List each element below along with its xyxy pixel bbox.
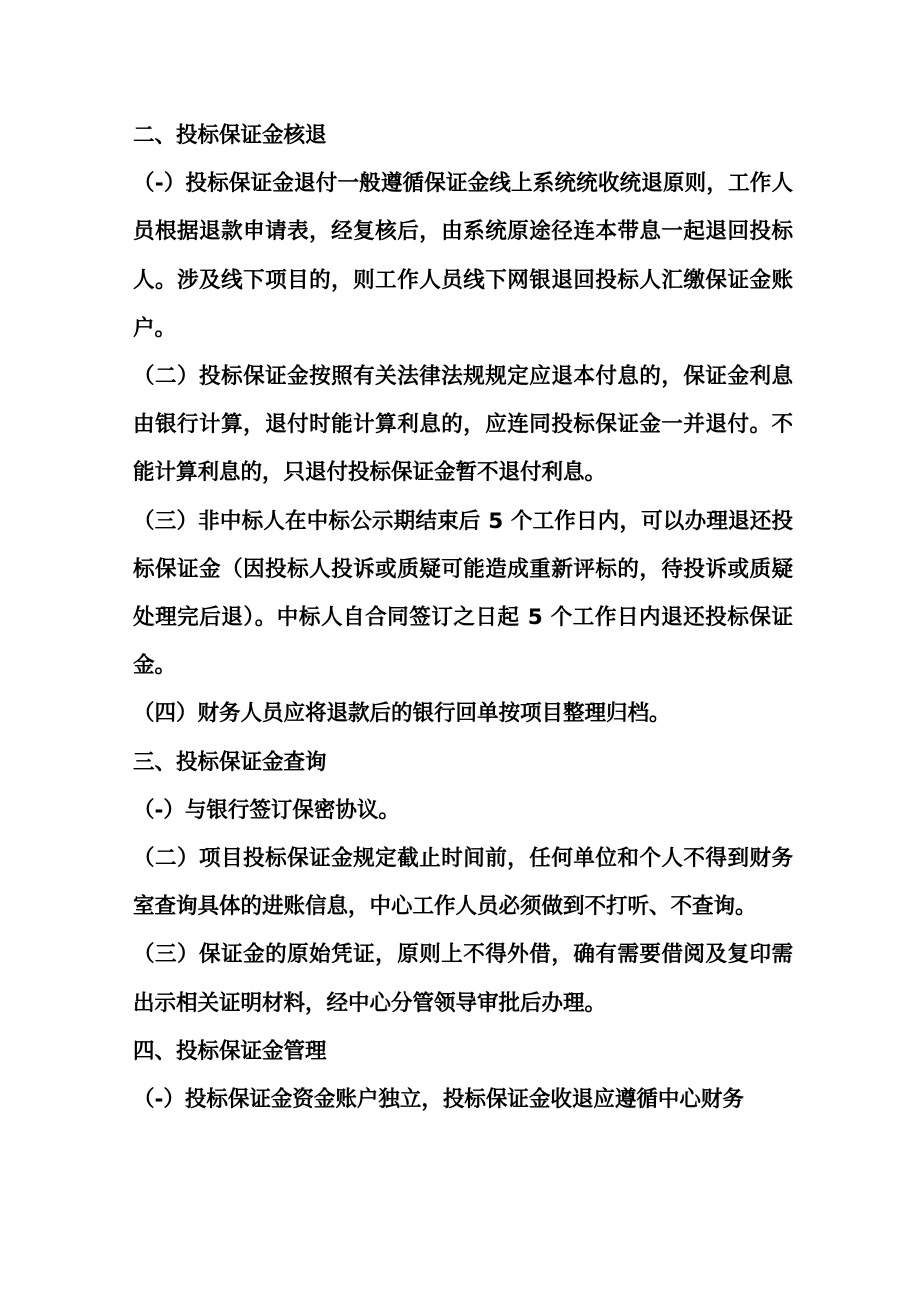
paragraph-query-1: （-）与银行签订保密协议。: [133, 797, 400, 823]
paragraph-management-1: （-）投标保证金资金账户独立，投标保证金收退应遵循中心财务: [133, 1087, 744, 1113]
paragraph-refund-4: （四）财务人员应将退款后的银行回单按项目整理归档。: [133, 701, 671, 727]
paragraph-query-2: （二）项目投标保证金规定截止时间前，任何单位和个人不得到财务室查询具体的进账信息，中心工作人员必须做到不打听、不查询。: [133, 846, 793, 920]
section-heading-management: 四、投标保证金管理: [133, 1038, 327, 1064]
section-heading-query: 三、投标保证金查询: [133, 749, 327, 775]
paragraph-refund-2: （二）投标保证金按照有关法律法规规定应退本付息的，保证金利息由银行计算，退付时能计算利息的，应连同投标保证金一并退付。不能计算利息的，只退付投标保证金暂不退付利息。: [133, 364, 793, 486]
document-page: [133, 112, 793, 1124]
paragraph-refund-1: （-）投标保证金退付一般遵循保证金线上系统统收统退原则，工作人员根据退款申请表，经复核后，由系统原途径连本带息一起退回投标人。涉及线下项目的，则工作人员线下网银退回投标人汇缴保证金账户。: [133, 171, 793, 341]
paragraph-query-3: （三）保证金的原始凭证，原则上不得外借，确有需要借阅及复印需出示相关证明材料，经中心分管领导审批后办理。: [133, 942, 793, 1016]
paragraph-refund-3: （三）非中标人在中标公示期结束后 5 个工作日内，可以办理退还投标保证金（因投标人投诉或质疑可能造成重新评标的，待投诉或质疑处理完后退）。中标人自合同签订之日起 5 个工作日内退还投标保证金。: [133, 508, 793, 679]
section-heading-refund: 二、投标保证金核退: [133, 123, 327, 148]
